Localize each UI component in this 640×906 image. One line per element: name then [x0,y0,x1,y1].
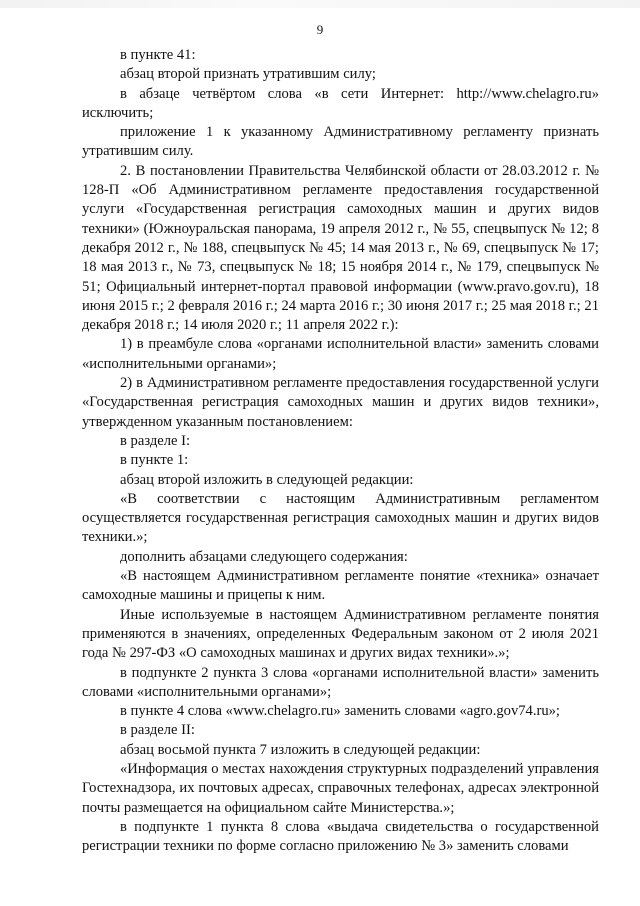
paragraph: абзац второй признать утратившим силу; [120,66,376,83]
paragraph: приложение 1 к указанному Административному регламенту признать утратившим силу. [82,124,599,160]
paragraph: в пункте 4 слова «www.chelagro.ru» заменить словами «agro.gov74.ru»; [120,703,560,720]
scan-edge [0,0,640,8]
paragraph: абзац второй изложить в следующей редакции: [120,471,414,488]
paragraph: в пункте 1: [120,452,189,469]
paragraph: абзац восьмой пункта 7 изложить в следующей редакции: [120,741,481,758]
paragraph: в разделе II: [120,722,195,739]
paragraph: в подпункте 2 пункта 3 слова «органами исполнительной власти» заменить словами «исполнительными органами»; [82,664,599,700]
paragraph: в подпункте 1 пункта 8 слова «выдача свидетельства о государственной регистрации техники по форме согласно приложению № 3» заменить словами [82,818,599,855]
paragraph: в разделе I: [120,432,191,449]
page-number: 9 [316,22,324,37]
paragraph: 2) в Административном регламенте предоставления государственной услуги «Государственная регистрация самоходных машин и других видов техники», утвержденном указанным постановлением: [82,375,599,430]
paragraph: дополнить абзацами следующего содержания: [120,548,408,565]
paragraph: 1) в преамбуле слова «органами исполнительной власти» заменить словами «исполнительными органами»; [82,336,599,372]
document-body [82,46,599,856]
paragraph: в пункте 41: [120,47,196,63]
paragraph: Иные используемые в настоящем Административном регламенте понятия применяются в значениях, определенных Федеральным законом от 2 июля 2021 года № 297-ФЗ «О самоходных машинах и других видах техники».»; [82,606,599,662]
paragraph: «В соответствии с настоящим Административным регламентом осуществляется государственная регистрация самоходных машин и других видов техники.»; [82,490,599,546]
paragraph: в абзаце четвёртом слова «в сети Интернет: http://www.chelagro.ru» исключить; [82,85,599,121]
paragraph: «В настоящем Административном регламенте понятие «техника» означает самоходные машины и прицепы к ним. [82,568,599,604]
paragraph: «Информация о местах нахождения структурных подразделений управления Гостехнадзора, их почтовых адресах, справочных телефонах, адресах электронной почты размещается на официальном сайте Министерства.»; [82,760,599,816]
paragraph: 2. В постановлении Правительства Челябинской области от 28.03.2012 г. № 128-П «Об Административном регламенте предоставления государственной услуги «Государственная регистрация самоходных машин и других видов техники» (Южноуральская панорама, 19 апреля 2012 г., № 55, спецвыпуск № 12; 8 декабря 2012 г., № 188, спецвыпуск № 45; 14 мая 2013 г., № 69, спецвыпуск № 17; 18 мая 2013 г., № 73, спецвыпуск № 18; 15 ноября 2014 г., № 179, спецвыпуск № 51; Официальный интернет-портал правовой информации (www.pravo.gov.ru), 18 июня 2015 г.; 2 февраля 2016 г.; 24 марта 2016 г.; 30 июня 2017 г.; 25 мая 2018 г.; 21 декабря 2018 г.; 14 июля 2020 г.; 11 апреля 2022 г.): [82,162,599,334]
